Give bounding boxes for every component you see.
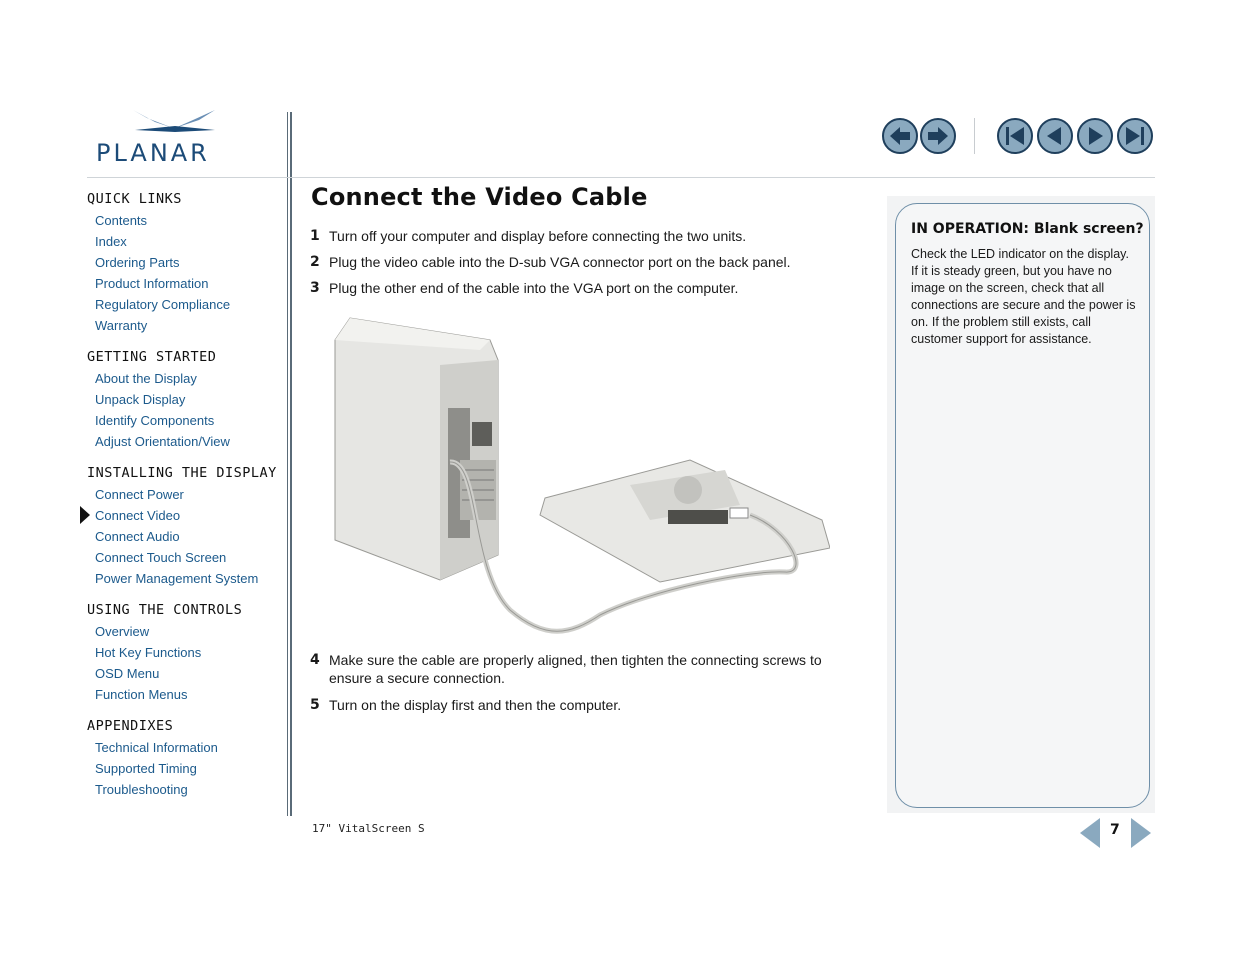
sidebar-nav [87, 191, 282, 813]
page-number: 7 [1110, 822, 1120, 838]
step-number: 4 [310, 652, 320, 668]
last-page-icon [1119, 120, 1151, 152]
divider [287, 112, 288, 816]
step-item [310, 227, 840, 245]
section-quick-links [87, 191, 282, 336]
sidebar-item-hot-key-functions[interactable]: Hot Key Functions [95, 645, 202, 660]
header-rule [87, 177, 1155, 178]
page-title: Connect the Video Cable [311, 183, 648, 211]
next-page-icon [1079, 120, 1111, 152]
previous-page-button[interactable] [1037, 118, 1073, 154]
step-item [310, 279, 840, 297]
step-item [310, 253, 840, 271]
first-page-button[interactable] [997, 118, 1033, 154]
sidebar-item-identify-components[interactable]: Identify Components [95, 413, 215, 428]
section-title: USING THE CONTROLS [87, 602, 243, 618]
step-item [310, 696, 840, 714]
callout-title: IN OPERATION: Blank screen? [911, 221, 1144, 237]
step-text: Turn on the display first and then the computer. [329, 697, 622, 713]
sidebar-item-technical-information[interactable]: Technical Information [95, 740, 218, 755]
brand-name: PLANAR [96, 139, 210, 167]
sidebar-item-ordering-parts[interactable]: Ordering Parts [95, 255, 180, 270]
next-page-button[interactable] [1077, 118, 1113, 154]
sidebar-item-osd-menu[interactable]: OSD Menu [95, 666, 160, 681]
current-page-marker-icon [80, 506, 90, 524]
step-text: Make sure the cable are properly aligned, then tighten the connecting screws to ensure a secure connection. [329, 652, 822, 686]
section-installing [87, 465, 282, 589]
section-appendixes [87, 718, 282, 800]
section-title: QUICK LINKS [87, 191, 182, 207]
callout-body: Check the LED indicator on the display. If it is steady green, but you have no image on the screen, check that all connections are secure and the power is on. If the problem still exists, call customer support for assistance. [911, 247, 1136, 346]
sidebar-item-supported-timing[interactable]: Supported Timing [95, 761, 197, 776]
step-text: Plug the video cable into the D-sub VGA connector port on the back panel. [329, 254, 791, 270]
footer-product-name: 17" VitalScreen S [312, 822, 425, 835]
step-text: Turn off your computer and display before connecting the two units. [329, 228, 747, 244]
connection-illustration [330, 310, 830, 640]
first-page-icon [999, 120, 1031, 152]
next-page-arrow-icon[interactable] [1131, 818, 1151, 848]
sidebar-item-warranty[interactable]: Warranty [95, 318, 148, 333]
sidebar-item-function-menus[interactable]: Function Menus [95, 687, 188, 702]
step-number: 1 [310, 228, 320, 244]
section-title: APPENDIXES [87, 718, 174, 734]
forward-button[interactable] [920, 118, 956, 154]
section-title: GETTING STARTED [87, 349, 217, 365]
step-item [310, 651, 840, 687]
section-title: INSTALLING THE DISPLAY [87, 465, 277, 481]
steps-bottom [310, 651, 840, 722]
previous-page-icon [1039, 120, 1071, 152]
steps-top [310, 227, 840, 305]
step-text: Plug the other end of the cable into the VGA port on the computer. [329, 280, 739, 296]
nav-separator [974, 118, 975, 154]
sidebar-item-connect-touch-screen[interactable]: Connect Touch Screen [95, 550, 227, 565]
step-number: 3 [310, 280, 320, 296]
step-number: 5 [310, 697, 320, 713]
back-icon [884, 120, 916, 152]
sidebar-item-contents[interactable]: Contents [95, 213, 148, 228]
sidebar-item-index[interactable]: Index [95, 234, 127, 249]
sidebar-item-regulatory-compliance[interactable]: Regulatory Compliance [95, 297, 231, 312]
previous-page-arrow-icon[interactable] [1080, 818, 1100, 848]
back-button[interactable] [882, 118, 918, 154]
sidebar-item-connect-audio[interactable]: Connect Audio [95, 529, 180, 544]
sidebar-item-unpack-display[interactable]: Unpack Display [95, 392, 186, 407]
section-using-controls [87, 602, 282, 705]
sidebar-item-product-information[interactable]: Product Information [95, 276, 209, 291]
sidebar-item-adjust-orientation[interactable]: Adjust Orientation/View [95, 434, 230, 449]
sidebar-item-connect-power[interactable]: Connect Power [95, 487, 184, 502]
sidebar-item-power-management[interactable]: Power Management System [95, 571, 259, 586]
last-page-button[interactable] [1117, 118, 1153, 154]
step-number: 2 [310, 254, 320, 270]
sidebar-item-troubleshooting[interactable]: Troubleshooting [95, 782, 188, 797]
sidebar-item-about-the-display[interactable]: About the Display [95, 371, 197, 386]
sidebar-item-overview[interactable]: Overview [95, 624, 150, 639]
sidebar-item-connect-video[interactable]: Connect Video [95, 508, 181, 523]
section-getting-started [87, 349, 282, 452]
forward-icon [922, 120, 954, 152]
divider [290, 112, 292, 816]
